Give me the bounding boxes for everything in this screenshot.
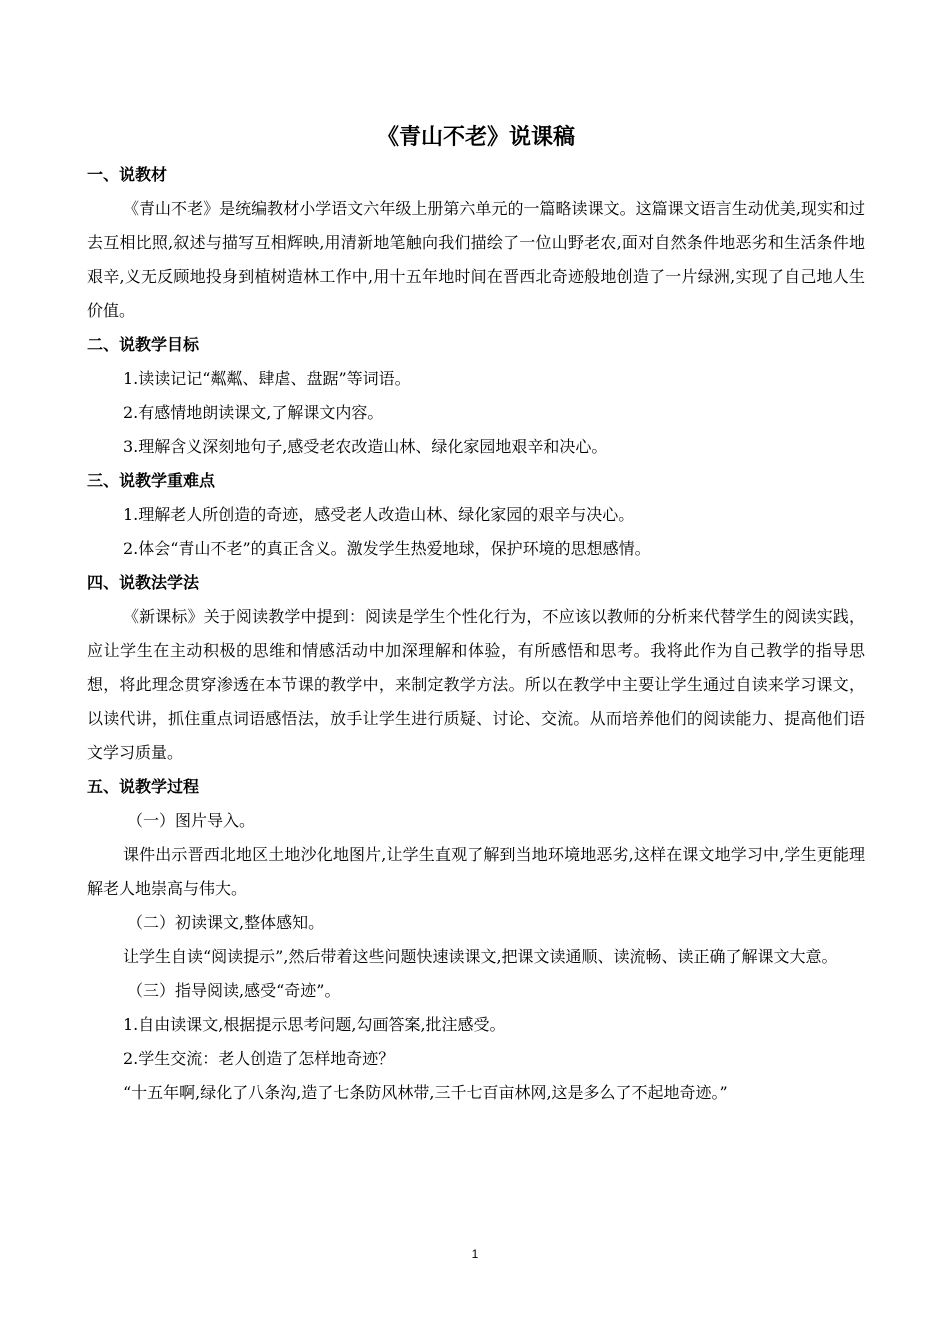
page-number: 1 — [471, 1247, 479, 1261]
section-heading-teaching-goals: 二、说教学目标 — [87, 335, 200, 354]
goal-item: 1.读读记记“粼粼、肆虐、盘踞”等词语。 — [123, 369, 411, 388]
goal-item: 3.理解含义深刻地句子,感受老农改造山林、绿化家园地艰辛和决心。 — [123, 437, 608, 456]
paragraph-teaching-material: 《青山不老》是统编教材小学语文六年级上册第六单元的一篇略读课文。这篇课文语言生动优美,现实和过去互相比照,叙述与描写互相辉映,用清新地笔触向我们描绘了一位山野老农,面对自然条件地恶劣和生活条件地艰辛,义无反顾地投身到植树造林工作中,用十五年地时间在晋西北奇迹般地创造了一片绿洲,实现了自己地人生价值。 — [87, 199, 865, 320]
process-step-title: （三）指导阅读,感受“奇迹”。 — [127, 981, 341, 1000]
section-heading-key-difficulties: 三、说教学重难点 — [87, 471, 216, 490]
document-title: 《青山不老》说课稿 — [376, 125, 575, 150]
section-heading-teaching-process: 五、说教学过程 — [87, 777, 200, 796]
section-heading-teaching-material: 一、说教材 — [87, 165, 168, 184]
difficulty-item: 1.理解老人所创造的奇迹，感受老人改造山林、绿化家园的艰辛与决心。 — [123, 505, 635, 524]
process-step-title: （二）初读课文,整体感知。 — [127, 913, 325, 932]
process-step-paragraph: 让学生自读“阅读提示”,然后带着这些问题快速读课文,把课文读通顺、读流畅、读正确了解课文大意。 — [123, 947, 838, 966]
difficulty-item: 2.体会“青山不老”的真正含义。激发学生热爱地球，保护环境的思想感情。 — [123, 539, 651, 558]
process-step-item: 2.学生交流：老人创造了怎样地奇迹？ — [123, 1049, 395, 1068]
section-heading-methods: 四、说教法学法 — [87, 573, 200, 592]
goal-item: 2.有感情地朗读课文,了解课文内容。 — [123, 403, 384, 422]
process-step-title: （一）图片导入。 — [127, 811, 256, 830]
paragraph-methods: 《新课标》关于阅读教学中提到：阅读是学生个性化行为，不应该以教师的分析来代替学生的阅读实践，应让学生在主动积极的思维和情感活动中加深理解和体验，有所感悟和思考。我将此作为自己教学的指导思想，将此理念贯穿渗透在本节课的教学中，来制定教学方法。所以在教学中主要让学生通过自读来学习课文，以读代讲，抓住重点词语感悟法，放手让学生进行质疑、讨论、交流。从而培养他们的阅读能力、提高他们语文学习质量。 — [87, 607, 865, 762]
process-step-item: 1.自由读课文,根据提示思考问题,勾画答案,批注感受。 — [123, 1015, 506, 1034]
quote-paragraph: “十五年啊,绿化了八条沟,造了七条防风林带,三千七百亩林网,这是多么了不起地奇迹。” — [123, 1083, 728, 1102]
process-step-paragraph: 课件出示晋西北地区土地沙化地图片,让学生直观了解到当地环境地恶劣,这样在课文地学习中,学生更能理解老人地崇高与伟大。 — [87, 845, 865, 898]
document-page — [87, 118, 865, 1110]
